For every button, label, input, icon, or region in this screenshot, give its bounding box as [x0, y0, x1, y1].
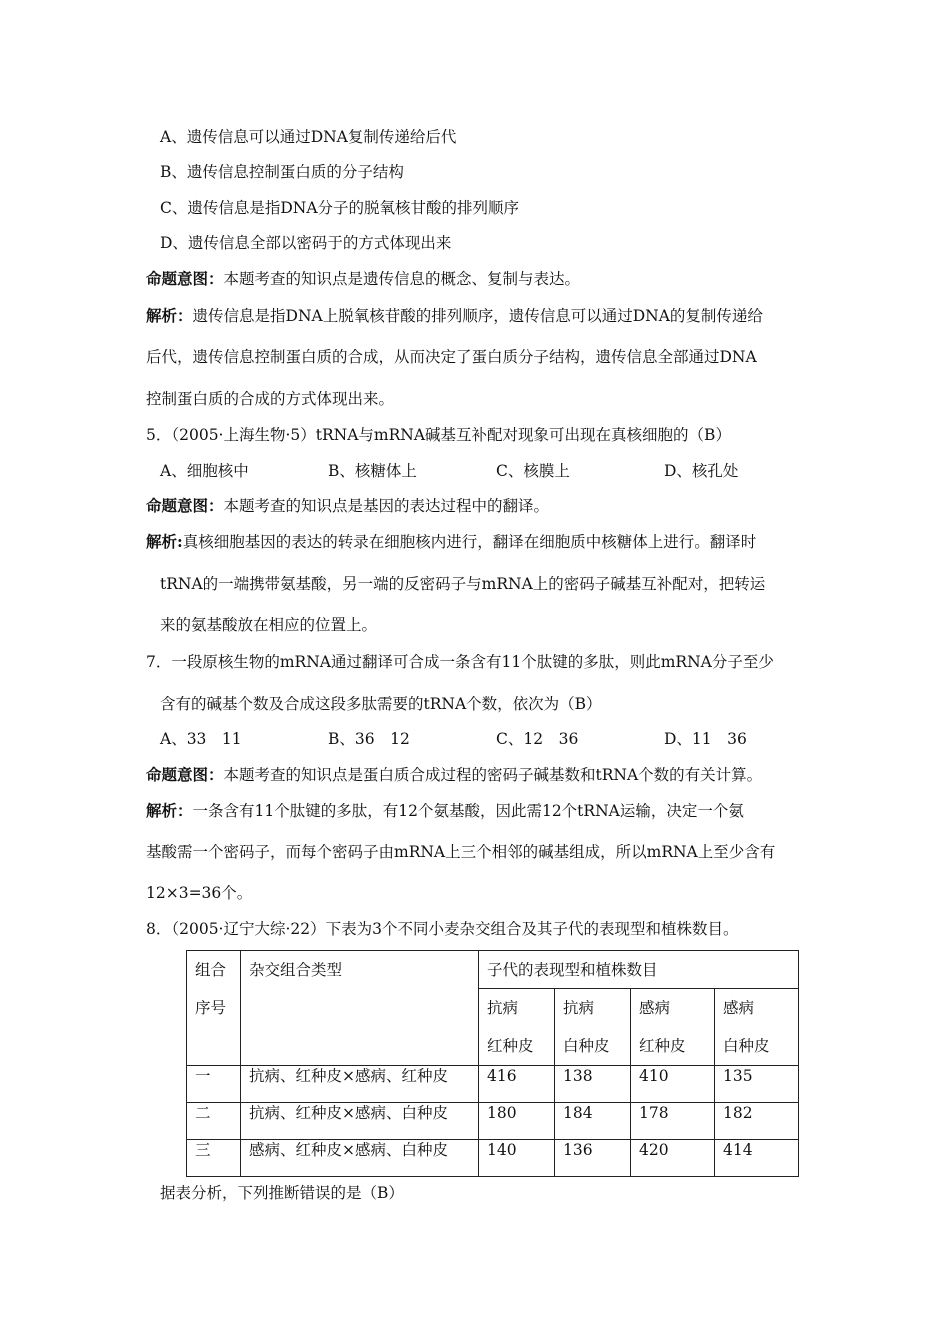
subheader-4 — [715, 989, 799, 1066]
q5-analysis-line-1 — [146, 532, 756, 552]
q4-analysis-line-1 — [146, 306, 763, 326]
q5-stem: 5．（2005·上海生物·5）tRNA与mRNA碱基互补配对现象可出现在真核细胞的（B） — [146, 426, 731, 444]
q4-intent-text: 本题考查的知识点是遗传信息的概念、复制与表达。 — [223, 270, 581, 288]
q7-stem-line-2: 含有的碱基个数及合成这段多肽需要的tRNA个数，依次为（B） — [160, 695, 602, 713]
q4-option-c: C、遗传信息是指DNA分子的脱氧核甘酸的排列顺序 — [160, 199, 520, 217]
subheader-3-line-2: 红种皮 — [639, 1037, 686, 1055]
subheader-1-line-1: 抗病 — [487, 999, 519, 1017]
row-value: 420 — [631, 1140, 715, 1177]
q4-intent-label: 命题意图： — [146, 269, 224, 288]
row-index: 一 — [187, 1066, 241, 1103]
q7-option-b: B、36 12 — [328, 730, 410, 748]
q8-stem: 8．（2005·辽宁大综·22）下表为3个不同小麦杂交组合及其子代的表现型和植株数目。 — [146, 920, 739, 938]
row-type: 感病、红种皮×感病、白种皮 — [241, 1140, 479, 1177]
subheader-3-line-1: 感病 — [639, 999, 671, 1017]
subheader-1 — [479, 989, 555, 1066]
q4-analysis-text-1: 遗传信息是指DNA上脱氧核苷酸的排列顺序，遗传信息可以通过DNA的复制传递给 — [192, 307, 763, 325]
q5-intent-label: 命题意图： — [146, 496, 224, 515]
q7-option-d: D、11 36 — [664, 730, 747, 748]
row-value: 138 — [555, 1066, 631, 1103]
row-value: 414 — [715, 1140, 799, 1177]
q7-analysis-line-3: 12×3=36个。 — [146, 884, 253, 902]
row-value: 180 — [479, 1103, 555, 1140]
q5-option-b: B、核糖体上 — [328, 462, 417, 480]
subheader-2 — [555, 989, 631, 1066]
q4-analysis-line-3: 控制蛋白质的合成的方式体现出来。 — [146, 390, 395, 408]
row-value: 140 — [479, 1140, 555, 1177]
row-value: 135 — [715, 1066, 799, 1103]
row-index: 二 — [187, 1103, 241, 1140]
row-value: 184 — [555, 1103, 631, 1140]
q4-option-b: B、遗传信息控制蛋白质的分子结构 — [160, 163, 404, 181]
q5-intent-text: 本题考查的知识点是基因的表达过程中的翻译。 — [223, 497, 550, 515]
q4-analysis-line-2: 后代，遗传信息控制蛋白质的合成，从而决定了蛋白质分子结构，遗传信息全部通过DNA — [146, 348, 757, 366]
header-type — [241, 951, 479, 1066]
q4-intent — [146, 269, 580, 289]
subheader-4-line-2: 白种皮 — [723, 1037, 770, 1055]
q8-table — [186, 950, 799, 1177]
q5-analysis-label: 解析: — [146, 532, 183, 551]
q8-tail: 据表分析，下列推断错误的是（B） — [160, 1184, 404, 1202]
header-index — [187, 951, 241, 1066]
table-row — [187, 1103, 799, 1140]
row-value: 410 — [631, 1066, 715, 1103]
q4-analysis-label: 解析： — [146, 306, 193, 325]
row-value: 182 — [715, 1103, 799, 1140]
q5-intent — [146, 496, 549, 516]
q5-analysis-line-2: tRNA的一端携带氨基酸，另一端的反密码子与mRNA上的密码子碱基互补配对，把转运 — [160, 575, 766, 593]
q4-option-a: A、遗传信息可以通过DNA复制传递给后代 — [160, 128, 457, 146]
header-index-line-2: 序号 — [195, 999, 227, 1017]
q5-option-a: A、细胞核中 — [160, 462, 249, 480]
row-type: 抗病、红种皮×感病、白种皮 — [241, 1103, 479, 1140]
table-row — [187, 1140, 799, 1177]
row-index: 三 — [187, 1140, 241, 1177]
row-value: 178 — [631, 1103, 715, 1140]
subheader-4-line-1: 感病 — [723, 999, 755, 1017]
q7-option-a: A、33 11 — [160, 730, 242, 748]
row-value: 136 — [555, 1140, 631, 1177]
row-type: 抗病、红种皮×感病、红种皮 — [241, 1066, 479, 1103]
q7-intent — [146, 765, 762, 785]
header-offspring: 子代的表现型和植株数目 — [479, 951, 799, 989]
q7-analysis-text-1: 一条含有11个肽键的多肽，有12个氨基酸，因此需12个tRNA运输，决定一个氨 — [192, 802, 744, 820]
q7-intent-label: 命题意图： — [146, 765, 224, 784]
header-type-text: 杂交组合类型 — [249, 961, 343, 979]
table-row — [187, 1066, 799, 1103]
subheader-3 — [631, 989, 715, 1066]
q7-analysis-label: 解析： — [146, 801, 193, 820]
q7-analysis-line-1 — [146, 801, 744, 821]
q5-analysis-line-3: 来的氨基酸放在相应的位置上。 — [160, 616, 378, 634]
header-index-line-1: 组合 — [195, 961, 227, 979]
q5-option-d: D、核孔处 — [664, 462, 739, 480]
q7-intent-text: 本题考查的知识点是蛋白质合成过程的密码子碱基数和tRNA个数的有关计算。 — [223, 766, 763, 784]
table-header-row — [187, 951, 799, 989]
subheader-2-line-1: 抗病 — [563, 999, 595, 1017]
row-value: 416 — [479, 1066, 555, 1103]
q5-option-c: C、核膜上 — [496, 462, 570, 480]
subheader-1-line-2: 红种皮 — [487, 1037, 534, 1055]
subheader-2-line-2: 白种皮 — [563, 1037, 610, 1055]
q7-analysis-line-2: 基酸需一个密码子，而每个密码子由mRNA上三个相邻的碱基组成，所以mRNA上至少含有 — [146, 843, 776, 861]
q7-stem-line-1: 7．一段原核生物的mRNA通过翻译可合成一条含有11个肽键的多肽，则此mRNA分子至少 — [146, 653, 774, 671]
q5-analysis-text-1: 真核细胞基因的表达的转录在细胞核内进行，翻译在细胞质中核糖体上进行。翻译时 — [182, 533, 757, 551]
q4-option-d: D、遗传信息全部以密码于的方式体现出来 — [160, 234, 452, 252]
q7-option-c: C、12 36 — [496, 730, 579, 748]
